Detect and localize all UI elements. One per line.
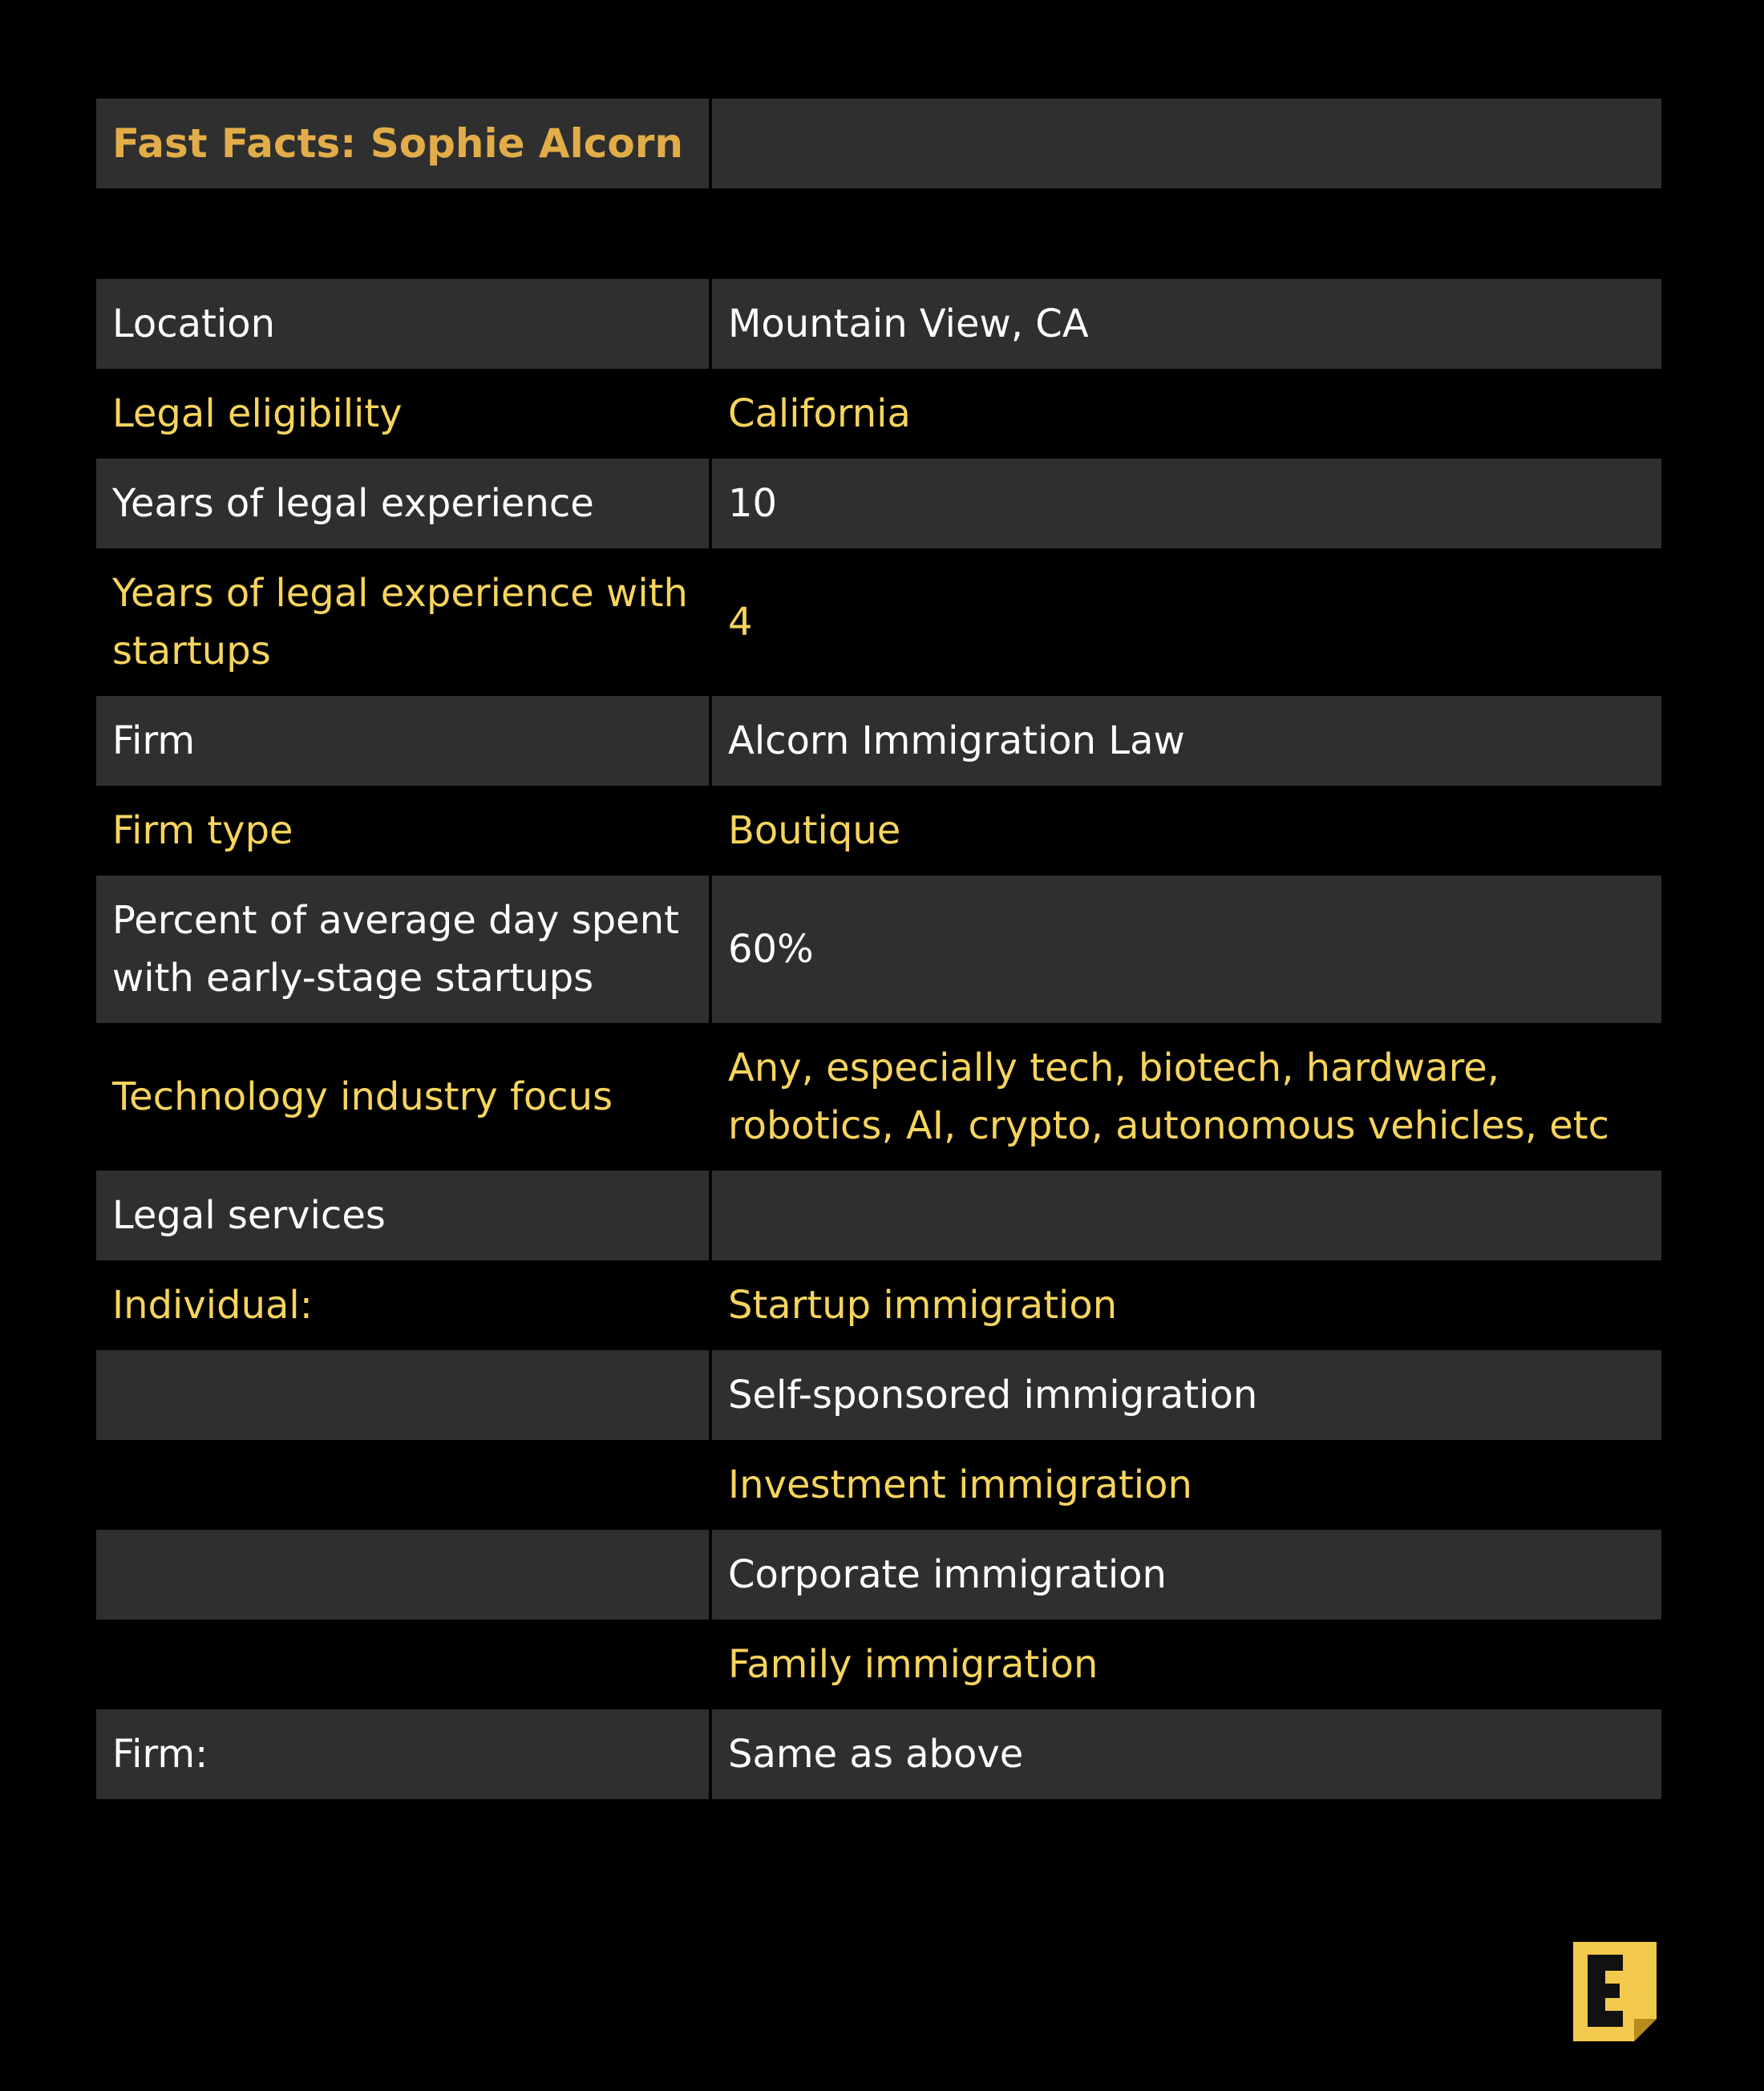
table-row bbox=[96, 459, 1661, 548]
row-label bbox=[96, 1620, 709, 1709]
table-row bbox=[96, 1530, 1661, 1620]
table-row bbox=[96, 369, 1661, 459]
row-label: Individual: bbox=[112, 1283, 313, 1328]
row-label: Technology industry focus bbox=[112, 1074, 613, 1119]
row-label: Legal eligibility bbox=[112, 391, 403, 436]
row-value: Startup immigration bbox=[728, 1283, 1118, 1328]
table-row bbox=[96, 696, 1661, 786]
row-value: 10 bbox=[712, 459, 1661, 548]
table-row bbox=[96, 786, 1661, 876]
row-value: 60% bbox=[712, 876, 1661, 1023]
row-label bbox=[96, 1350, 709, 1440]
row-value: Boutique bbox=[728, 808, 901, 853]
table-row bbox=[96, 548, 1661, 696]
row-label: Firm type bbox=[112, 808, 293, 853]
table-title: Fast Facts: Sophie Alcorn bbox=[96, 99, 709, 188]
row-value: Mountain View, CA bbox=[712, 279, 1661, 369]
row-label: Years of legal experience with startups bbox=[112, 571, 688, 673]
row-value: Investment immigration bbox=[728, 1462, 1192, 1507]
row-label: Firm: bbox=[96, 1709, 709, 1799]
table-row bbox=[96, 1023, 1661, 1171]
header-table bbox=[96, 99, 1661, 188]
row-value: Alcorn Immigration Law bbox=[712, 696, 1661, 786]
row-label: Firm bbox=[96, 696, 709, 786]
table-row bbox=[96, 1350, 1661, 1440]
row-label: Years of legal experience bbox=[96, 459, 709, 548]
row-label: Location bbox=[96, 279, 709, 369]
logo-letter-e bbox=[1588, 1955, 1623, 2027]
table-row bbox=[96, 1620, 1661, 1709]
row-value: California bbox=[728, 391, 911, 436]
row-label: Percent of average day spent with early-stage startups bbox=[96, 876, 709, 1023]
table-row bbox=[96, 1171, 1661, 1260]
row-value: Corporate immigration bbox=[712, 1530, 1661, 1620]
row-value: Any, especially tech, biotech, hardware, robotics, AI, crypto, autonomous vehicles, etc bbox=[728, 1046, 1610, 1148]
row-value: Self-sponsored immigration bbox=[712, 1350, 1661, 1440]
fast-facts-table bbox=[96, 279, 1661, 1799]
row-label bbox=[96, 1530, 709, 1620]
logo-fold bbox=[1634, 2019, 1657, 2041]
row-value: 4 bbox=[728, 600, 753, 645]
row-label: Legal services bbox=[96, 1171, 709, 1260]
row-value: Same as above bbox=[712, 1709, 1661, 1799]
table-row bbox=[96, 1440, 1661, 1530]
table-row bbox=[96, 876, 1661, 1023]
row-label bbox=[96, 1440, 709, 1530]
header-row bbox=[96, 99, 1661, 188]
e-logo-icon bbox=[1573, 1942, 1657, 2041]
e-logo-svg bbox=[1573, 1942, 1657, 2041]
header-right-cell bbox=[712, 99, 1661, 188]
row-value: Family immigration bbox=[728, 1642, 1098, 1687]
table-row bbox=[96, 1709, 1661, 1799]
table-row bbox=[96, 1260, 1661, 1350]
table-row bbox=[96, 279, 1661, 369]
row-value bbox=[712, 1171, 1661, 1260]
